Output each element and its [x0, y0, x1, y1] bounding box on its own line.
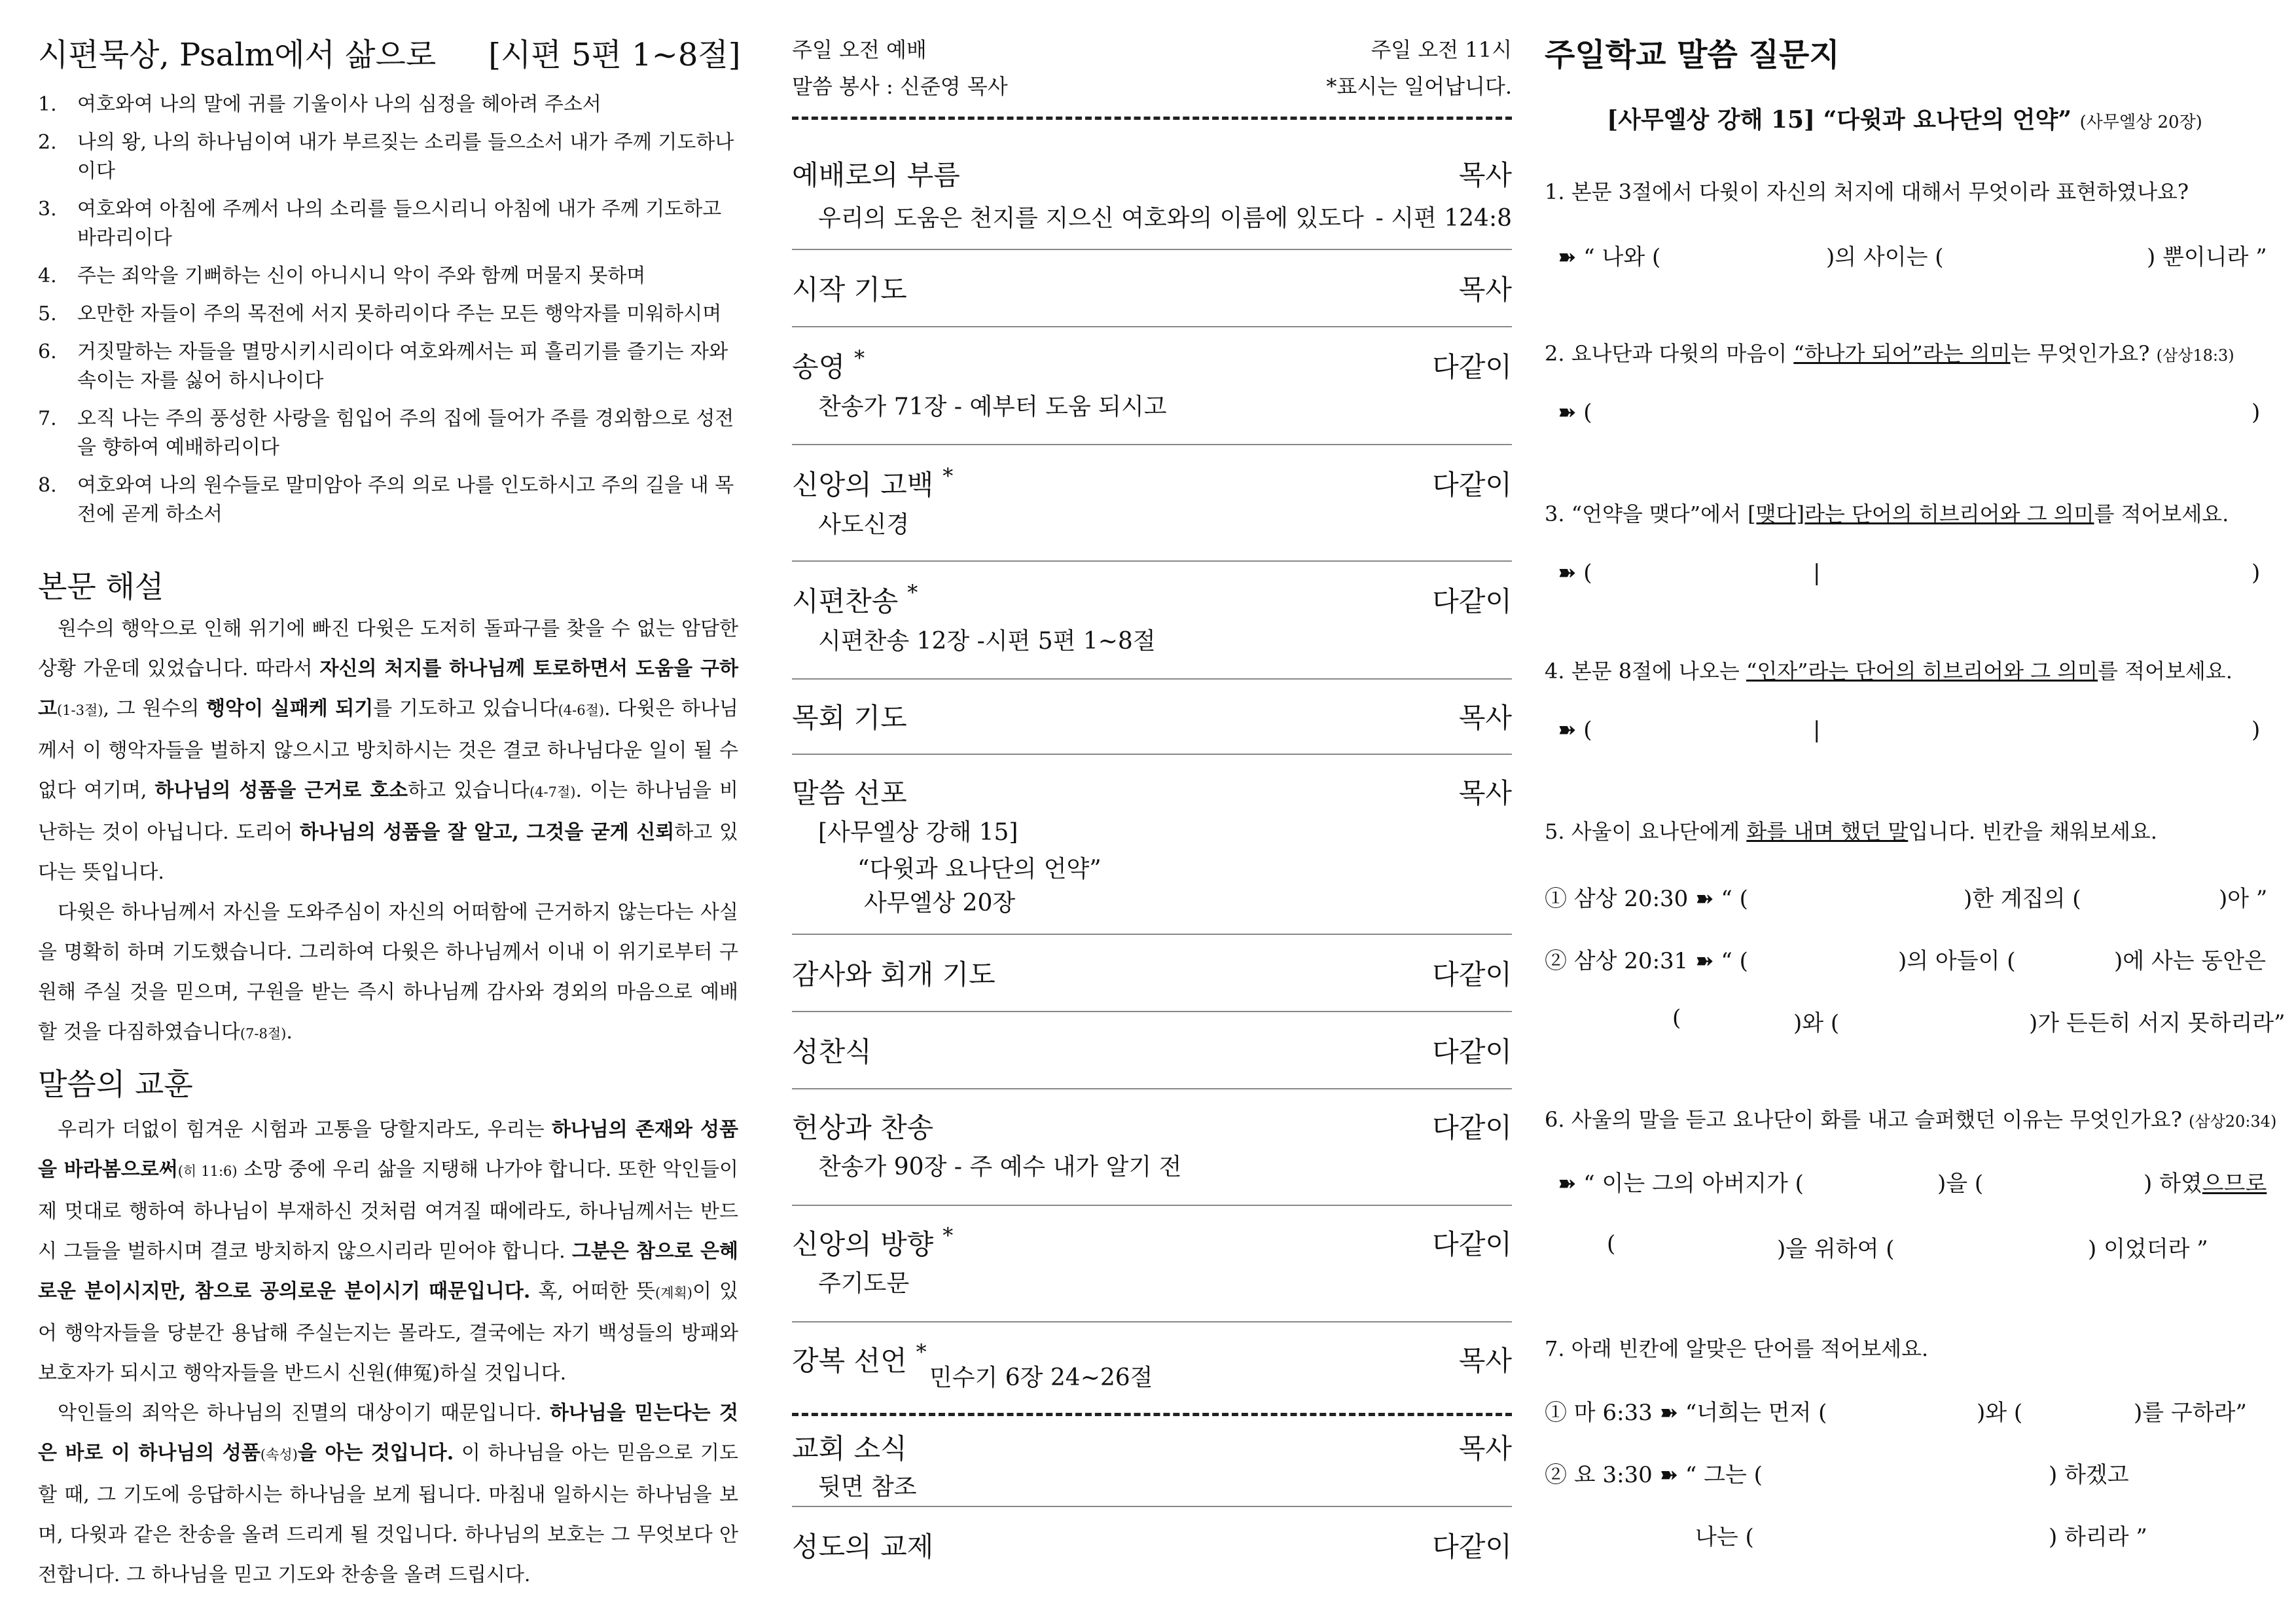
order-item — [792, 1417, 1512, 1507]
verse-text: 여호와여 나의 말에 귀를 기울이사 나의 심정을 헤아려 주소서 — [77, 93, 601, 116]
standing-mark: * — [854, 346, 865, 371]
verse-number: 7. — [38, 407, 57, 430]
lesson-paragraph: 악인들의 죄악은 하나님의 진멸의 대상이기 때문입니다. 하나님을 믿는다는 것은 바로 이 하나님의 성품(속성)을 아는 것입니다. 이 하나님을 아는 믿음으로 기도할 때, 그 기도에 응답하시는 하나님을 보게 됩니다. 마침내 일하시는 하나님을 보며, 다윗과 같은 찬송을 올려 드리게 될 것입니다. 하나님의 보호는 그 무엇보다 안전합니다. 그 하나님을 믿고 기도와 찬송을 올려 드립시다. — [38, 1402, 738, 1586]
verse-number: 3. — [38, 198, 57, 221]
question-6: 6. 사울의 말을 듣고 요나단이 화를 내고 슬퍼했던 이유는 무엇인가요? (삼상20:34) — [1545, 1107, 2277, 1132]
meditation-title — [38, 29, 741, 75]
order-item — [792, 560, 1512, 680]
order-item-detail: 민수기 6장 24~26절 — [929, 1364, 1153, 1391]
order-item-name: 교회 소식 — [792, 1432, 907, 1465]
answer-line: 나는 ( — [1695, 1524, 1754, 1550]
answer-line: ) — [2251, 717, 2261, 743]
order-item-leader: 다같이 — [1432, 1531, 1512, 1563]
meditation-reference: [시편 5편 1~8절] — [488, 37, 741, 73]
order-item-name: 예배로의 부름 — [792, 159, 960, 191]
answer-line: )을 ( — [1937, 1171, 1984, 1197]
answer-line: ➽ “ 이는 그의 아버지가 ( — [1558, 1171, 1804, 1197]
order-item — [792, 934, 1512, 1012]
answer-line: ① 삼상 20:30 ➽ “ ( — [1545, 886, 1748, 912]
verse-text: 나의 왕, 나의 하나님이여 내가 부르짖는 소리를 들으소서 내가 주께 기도하나이다 — [77, 131, 734, 183]
question-4: 4. 본문 8절에 나오는 “인자”라는 단어의 히브리어와 그 의미를 적어보세요. — [1545, 659, 2233, 684]
list-item — [38, 195, 738, 253]
order-item-detail: 우리의 도움은 천지를 지으신 여호와의 이름에 있도다 — [818, 205, 1364, 232]
order-item-leader: 목사 — [1458, 159, 1512, 191]
answer-line: )을 위하여 ( — [1777, 1236, 1895, 1262]
list-item — [38, 338, 738, 395]
verse-number: 6. — [38, 340, 57, 363]
answer-line: ② 삼상 20:31 ➽ “ ( — [1545, 948, 1748, 974]
verse-number: 2. — [38, 131, 57, 154]
order-item-detail: 찬송가 71장 - 예부터 도움 되시고 — [818, 393, 1167, 420]
question-7: 7. 아래 빈칸에 알맞은 단어를 적어보세요. — [1545, 1336, 1929, 1361]
quiz-title: 주일학교 말씀 질문지 — [1545, 37, 1840, 73]
verse-text: 오만한 자들이 주의 목전에 서지 못하리이다 주는 모든 행악자를 미워하시며 — [77, 302, 722, 325]
question-1: 1. 본문 3절에서 다윗이 자신의 처지에 대해서 무엇이라 표현하였나요? — [1545, 179, 2189, 204]
order-item-leader: 다같이 — [1432, 958, 1512, 991]
dashed-divider — [792, 117, 1512, 120]
exposition-paragraph: 원수의 행악으로 인해 위기에 빠진 다윗은 도저히 돌파구를 찾을 수 없는 암담한 상황 가운데 있었습니다. 따라서 자신의 처지를 하나님께 토로하면서 도움을 구하고(1-3절), 그 원수의 행악이 실패케 되기를 기도하고 있습니다(4-6절). 다윗은 하나님께서 이 행악자들을 벌하지 않으시고 방치하시는 것은 결코 하나님다운 일이 될 수 없다 여기며, 하나님의 성품을 근거로 호소하고 있습니다(4-7절). 이는 하나님을 비난하는 것이 아닙니다. 도리어 하나님의 성품을 잘 알고, 그것을 굳게 신뢰하고 있다는 뜻입니다. — [38, 617, 739, 884]
verse-number: 8. — [38, 474, 57, 497]
answer-line: )아 ” — [2219, 886, 2268, 912]
order-item-name: 성도의 교제 — [792, 1531, 934, 1563]
order-item-leader: 목사 — [1458, 777, 1512, 809]
sermon-text: 사무엘상 20장 — [864, 890, 1016, 917]
answer-line: ) 이었더라 ” — [2088, 1236, 2208, 1262]
order-item-leader: 다같이 — [1432, 585, 1512, 617]
standing-mark: * — [916, 1340, 927, 1364]
answer-line: )의 사이는 ( — [1826, 244, 1944, 270]
answer-line: ) 하리라 ” — [2049, 1524, 2147, 1550]
verse-text: 주는 죄악을 기뻐하는 신이 아니시니 악이 주와 함께 머물지 못하며 — [77, 264, 646, 287]
order-item-leader: 목사 — [1458, 702, 1512, 734]
question-2: 2. 요나단과 다윗의 마음이 “하나가 되어”라는 의미는 무엇인가요? (삼상18:3) — [1545, 341, 2234, 366]
quiz-subtitle — [1545, 101, 2265, 135]
verse-text: 오직 나는 주의 풍성한 사랑을 힘입어 주의 집에 들어가 주를 경외함으로 성전을 향하여 예배하리이다 — [77, 407, 734, 459]
standing-mark: * — [942, 1223, 954, 1248]
order-item-name: 감사와 회개 기도 — [792, 958, 996, 991]
order-item-detail: 찬송가 90장 - 주 예수 내가 알기 전 — [818, 1154, 1182, 1180]
order-item — [792, 147, 1512, 250]
exposition-heading: 본문 해설 — [38, 569, 164, 604]
verse-text: 여호와여 나의 원수들로 말미암아 주의 의로 나를 인도하시고 주의 길을 내 목전에 곧게 하소서 — [77, 474, 734, 526]
quiz-subtitle-text: [사무엘상 강해 15] “다윗과 요나단의 언약” — [1607, 106, 2072, 134]
order-item-leader: 다같이 — [1432, 1228, 1512, 1260]
order-item-name: 말씀 선포 — [792, 777, 907, 809]
answer-line: )와 ( — [1793, 1010, 1840, 1036]
order-item-name: 강복 선언 — [792, 1345, 907, 1377]
answer-line: )의 아들이 ( — [1898, 948, 2016, 974]
answer-line: )와 ( — [1977, 1400, 2023, 1426]
sermon-series: [사무엘상 강해 15] — [818, 819, 1018, 846]
list-item — [38, 300, 738, 329]
lesson-body — [38, 1110, 738, 1595]
answer-divider: | — [1813, 560, 1821, 586]
answer-divider: | — [1813, 717, 1821, 743]
list-item — [38, 128, 738, 186]
list-item — [38, 90, 738, 119]
order-item-name: 헌상과 찬송 — [792, 1112, 934, 1144]
sermon-title: “다윗과 요나단의 언약” — [857, 856, 1102, 883]
answer-line: ) 뿐이니라 ” — [2147, 244, 2267, 270]
answer-line: ➽ ( — [1558, 399, 1592, 426]
order-item-leader: 목사 — [1458, 1432, 1512, 1465]
answer-line: ) — [2251, 560, 2261, 586]
order-item — [792, 326, 1512, 445]
order-item-name: 신앙의 고백 — [792, 469, 934, 501]
order-item — [792, 444, 1512, 562]
answer-line: )가 든든히 서지 못하리라” — [2029, 1010, 2286, 1036]
answer-line: ( — [1607, 1231, 1616, 1257]
order-item — [792, 1011, 1512, 1089]
verse-number: 1. — [38, 93, 57, 116]
order-item-name: 송영 — [792, 351, 846, 383]
order-item-name: 시작 기도 — [792, 274, 907, 306]
service-time: 주일 오전 11시 — [1371, 37, 1512, 62]
lesson-paragraph: 우리가 더없이 힘겨운 시험과 고통을 당할지라도, 우리는 하나님의 존재와 성품을 바라봄으로써(히 11:6) 소망 중에 우리 삶을 지탱해 나가야 합니다. 또한 악인들이 제 멋대로 행하여 하나님이 부재하신 것처럼 여겨질 때에라도, 하나님께서는 반드시 그들을 벌하시며 결코 방치하지 않으시리라 믿어야 합니다. 그분은 참으로 은혜로운 분이시지만, 참으로 공의로운 분이시기 때문입니다. 혹, 어떠한 뜻(계획)이 있어 행악자들을 당분간 용납해 주실는지는 몰라도, 결국에는 자기 백성들의 방패와 보호자가 되시고 행악자들을 반드시 신원(伸冤)하실 것입니다. — [38, 1118, 739, 1385]
preacher: 말씀 봉사 : 신준영 목사 — [792, 74, 1008, 99]
order-item-leader: 다같이 — [1432, 351, 1512, 383]
list-item — [38, 262, 738, 291]
list-item — [38, 405, 738, 462]
order-item — [792, 1506, 1512, 1584]
exposition-body — [38, 609, 738, 1054]
answer-line: ) — [2251, 399, 2261, 426]
answer-line: ( — [1672, 1005, 1681, 1031]
order-item-leader: 다같이 — [1432, 469, 1512, 501]
order-item-name: 성찬식 — [792, 1036, 872, 1068]
order-item-detail: 뒷면 참조 — [818, 1474, 917, 1501]
question-5: 5. 사울이 요나단에게 화를 내며 했던 말입니다. 빈칸을 채워보세요. — [1545, 819, 2157, 844]
service-name: 주일 오전 예배 — [792, 37, 927, 62]
answer-line: )에 사는 동안은 — [2114, 948, 2266, 974]
lesson-heading: 말씀의 교훈 — [38, 1067, 193, 1102]
dashed-divider — [792, 1413, 1512, 1416]
order-item-leader: 목사 — [1458, 1345, 1512, 1377]
order-item — [792, 1088, 1512, 1206]
verse-number: 4. — [38, 264, 57, 287]
answer-line: ➽ ( — [1558, 717, 1592, 743]
order-item — [792, 1205, 1512, 1322]
verse-list — [38, 90, 738, 538]
standing-mark: * — [907, 580, 918, 605]
order-item-leader: 다같이 — [1432, 1036, 1512, 1068]
standing-note: *표시는 일어납니다. — [1326, 74, 1512, 99]
order-item-name: 신앙의 방향 — [792, 1228, 934, 1260]
answer-line: ② 요 3:30 ➽ “ 그는 ( — [1545, 1462, 1763, 1488]
answer-line: )한 계집의 ( — [1964, 886, 2081, 912]
standing-mark: * — [942, 464, 954, 488]
answer-line: )를 구하라” — [2134, 1400, 2247, 1426]
verse-text: 여호와여 아침에 주께서 나의 소리를 들으시리니 아침에 내가 주께 기도하고 바라리이다 — [77, 198, 722, 249]
order-item — [792, 678, 1512, 755]
list-item — [38, 471, 738, 529]
answer-line: ➽ ( — [1558, 560, 1592, 586]
order-item-reference: - 시편 124:8 — [1375, 205, 1512, 232]
answer-line: ① 마 6:33 ➽ “너희는 먼저 ( — [1545, 1400, 1827, 1426]
answer-line: ) 하겠고 — [2049, 1462, 2129, 1488]
answer-line: ➽ “ 나와 ( — [1558, 244, 1661, 270]
verse-number: 5. — [38, 302, 57, 325]
order-item — [792, 754, 1512, 935]
order-item-detail: 주기도문 — [818, 1270, 910, 1297]
order-item-detail: 시편찬송 12장 -시편 5편 1~8절 — [818, 628, 1156, 655]
verse-text: 거짓말하는 자들을 멸망시키시리이다 여호와께서는 피 흘리기를 즐기는 자와 속이는 자를 싫어 하시나이다 — [77, 340, 728, 392]
order-item-leader: 다같이 — [1432, 1112, 1512, 1144]
answer-line: ) 하였으므로 — [2144, 1171, 2267, 1197]
order-item-name: 시편찬송 — [792, 585, 899, 617]
order-item-name: 목회 기도 — [792, 702, 907, 734]
order-item — [792, 1321, 1512, 1413]
quiz-subtitle-ref: (사무엘상 20장) — [2079, 113, 2202, 132]
order-item-leader: 목사 — [1458, 274, 1512, 306]
exposition-paragraph: 다윗은 하나님께서 자신을 도와주심이 자신의 어떠함에 근거하지 않는다는 사실을 명확히 하며 기도했습니다. 그리하여 다윗은 하나님께서 이내 이 위기로부터 구원해 주실 것을 믿으며, 구원을 받는 즉시 하나님께 감사와 경외의 마음으로 예배할 것을 다짐하였습니다(7-8절). — [38, 901, 738, 1044]
order-item — [792, 249, 1512, 327]
service-header — [792, 31, 1512, 105]
question-3: 3. “언약을 맺다”에서 [맺다]라는 단어의 히브리어와 그 의미를 적어보세요. — [1545, 501, 2229, 526]
order-item-detail: 사도신경 — [818, 511, 910, 538]
meditation-title-text: 시편묵상, Psalm에서 삶으로 — [38, 37, 437, 73]
